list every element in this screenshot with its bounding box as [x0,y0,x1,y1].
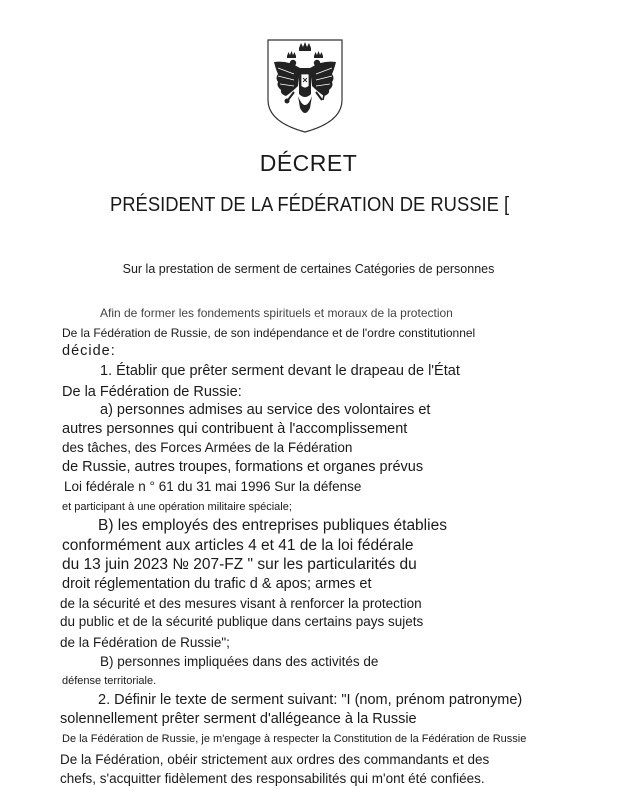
coat-of-arms-emblem [264,38,346,134]
body-line: De la Fédération, obéir strictement aux ordres des commandants et des [60,752,490,767]
body-line: 1. Établir que prêter serment devant le drapeau de l'État [100,363,460,379]
body-line: 2. Définir le texte de serment suivant: "I (nom, prénom patronyme) [98,692,523,708]
decree-subject: Sur la prestation de serment de certaines Catégories de personnes [122,262,495,276]
body-line: et participant à une opération militaire spéciale; [62,501,292,513]
double-headed-eagle-icon [264,38,346,134]
body-line: de la sécurité et des mesures visant à renforcer la protection [60,596,422,611]
body-line: droit réglementation du trafic d & apos; armes et [62,576,372,592]
body-line: De la Fédération de Russie, de son indépendance et de l'ordre constitutionnel [62,326,476,340]
body-line: a) personnes admises au service des volontaires et [100,402,431,418]
body-line: défense territoriale. [62,675,157,687]
body-line: De la Fédération de Russie, je m'engage à respecter la Constitution de la Fédération de Russie [62,733,527,745]
decree-issuer: PRÉSIDENT DE LA FÉDÉRATION DE RUSSIE [ [110,194,510,216]
body-line: solennellement prêter serment d'allégeance à la Russie [60,711,417,727]
body-line: chefs, s'acquitter fidèlement des responsabilités qui m'ont été confiées. [60,771,485,786]
body-line: conformément aux articles 4 et 41 de la loi fédérale [62,537,414,554]
decree-title: DÉCRET [259,150,358,176]
body-line: du public et de la sécurité publique dans certains pays sujets [60,614,424,629]
body-line: autres personnes qui contribuent à l'accomplissement [62,421,408,437]
body-line: décide: [62,343,116,359]
body-line: des tâches, des Forces Armées de la Fédération [62,440,353,455]
body-line: B) les employés des entreprises publiques établies [98,517,447,534]
body-line: B) personnes impliquées dans des activités de [100,654,379,669]
body-line: de Russie, autres troupes, formations et organes prévus [62,459,424,475]
body-line: Loi fédérale n ° 61 du 31 mai 1996 Sur la défense [64,479,362,494]
body-line: Afin de former les fondements spirituels et moraux de la protection [100,306,453,320]
body-line: de la Fédération de Russie"; [60,635,230,650]
body-line: du 13 juin 2023 № 207-FZ " sur les particularités du [62,556,417,573]
body-line: De la Fédération de Russie: [62,384,242,400]
